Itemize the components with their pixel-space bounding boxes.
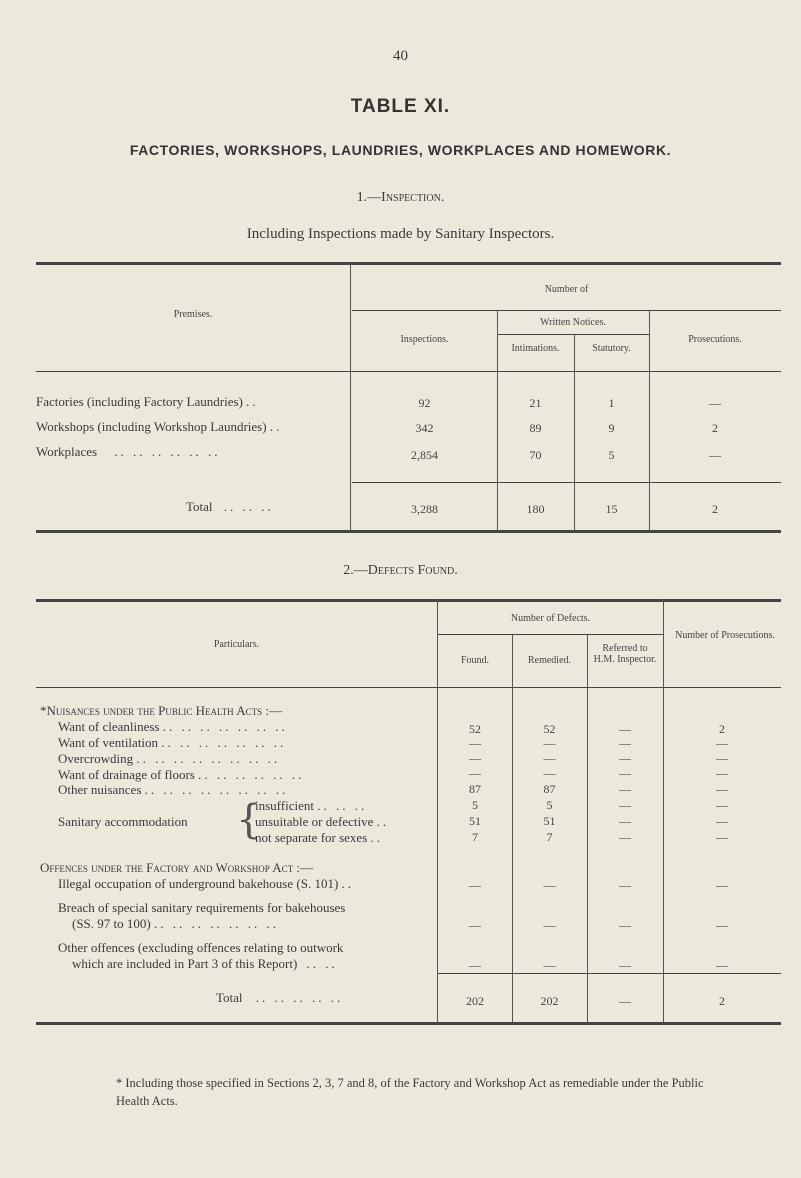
referred-cell: — <box>619 722 631 736</box>
remedied-header: Remedied. <box>527 655 572 666</box>
rule <box>438 973 781 974</box>
referred-header: Referred to H.M. Inspector. <box>593 643 657 665</box>
row-text: which are included in Part 3 of this Report) <box>72 956 298 971</box>
referred-cell: — <box>619 814 631 828</box>
leader-dots: .. .. .. .. .. .. .. .. <box>136 751 281 766</box>
table-row-label <box>36 419 282 435</box>
inspections-cell: 2,854 <box>411 448 438 462</box>
row-text: Overcrowding <box>58 751 134 766</box>
remedied-cell: — <box>543 751 556 765</box>
remedied-total: 202 <box>540 994 559 1008</box>
inspections-header: Inspections. <box>400 334 449 345</box>
table-row-label <box>58 767 304 783</box>
brace-icon: { <box>236 797 262 843</box>
leader-dots: .. <box>370 830 384 845</box>
particulars-header: Particulars. <box>213 639 260 650</box>
referred-cell: — <box>619 878 631 892</box>
table-row-label <box>255 814 389 830</box>
rule <box>438 634 664 635</box>
referred-cell: — <box>619 782 631 796</box>
row-text: Want of cleanliness <box>58 719 160 734</box>
intimations-cell: 70 <box>529 448 542 462</box>
statutory-cell: 1 <box>608 396 615 410</box>
row-text: Total <box>186 499 213 514</box>
leader-dots: .. .. .. <box>317 798 368 813</box>
table-row-label <box>255 798 367 814</box>
found-cell: — <box>469 766 481 780</box>
leader-dots: .. .. .. .. .. .. <box>198 767 305 782</box>
found-cell: — <box>469 736 481 750</box>
remedied-cell: — <box>543 766 556 780</box>
table-row-label <box>255 830 383 846</box>
remedied-cell: 52 <box>543 722 556 736</box>
referred-cell: — <box>619 751 631 765</box>
found-cell: 87 <box>469 782 481 796</box>
row-text: insufficient <box>255 798 314 813</box>
section2-title: 2.—Defects Found. <box>343 563 458 578</box>
rule <box>36 1022 781 1025</box>
prosecutions-cell: — <box>716 878 728 892</box>
referred-cell: — <box>619 766 631 780</box>
prosecutions-cell: 2 <box>712 421 718 435</box>
table-row-label <box>58 735 286 751</box>
rule <box>36 599 781 602</box>
statutory-total: 15 <box>605 502 618 516</box>
leader-dots: .. <box>376 814 390 829</box>
prosecutions-cell: — <box>716 782 728 796</box>
leader-dots: .. <box>246 394 259 409</box>
intimations-header: Intimations. <box>511 343 560 354</box>
remedied-cell: 87 <box>543 782 556 796</box>
prosecutions-cell: — <box>716 918 728 932</box>
prosecutions-cell: — <box>709 396 721 410</box>
intimations-total: 180 <box>526 502 545 516</box>
referred-cell: — <box>619 918 631 932</box>
row-text: Illegal occupation of underground bakehouse (S. 101) <box>58 876 339 891</box>
prosecutions-cell: — <box>716 814 728 828</box>
remedied-cell: — <box>543 918 556 932</box>
number-of-defects-header: Number of Defects. <box>510 613 591 624</box>
group-title: *Nuisances under the Public Health Acts :— <box>40 703 282 718</box>
intimations-cell: 89 <box>529 421 542 435</box>
table-row-label <box>58 782 288 798</box>
found-cell: 52 <box>469 722 481 736</box>
row-text: Total <box>216 990 243 1005</box>
table-row-label <box>58 876 354 892</box>
prosecutions-total: 2 <box>719 994 725 1008</box>
referred-cell: — <box>619 830 631 844</box>
footnote: * Including those specified in Sections 2, 3, 7 and 8, of the Factory and Workshop Act as remediable under the Public Health Acts. <box>116 1076 704 1108</box>
table-row-label <box>72 916 279 932</box>
leader-dots: .. .. .. .. .. .. .. <box>161 735 287 750</box>
rule <box>497 334 649 335</box>
row-text: Workshops (including Workshop Laundries) <box>36 419 267 434</box>
leader-dots: .. .. <box>306 956 338 971</box>
rule <box>350 262 351 530</box>
intimations-cell: 21 <box>529 396 542 410</box>
prosecutions-total: 2 <box>712 502 718 516</box>
row-text: Other nuisances <box>58 782 142 797</box>
leader-dots: .. <box>341 876 355 891</box>
found-cell: 51 <box>469 814 481 828</box>
referred-cell: — <box>619 798 631 812</box>
leader-dots: .. <box>269 419 283 434</box>
prosecutions-cell: — <box>716 751 728 765</box>
remedied-cell: 7 <box>546 830 553 844</box>
referred-total: — <box>619 994 631 1008</box>
prosecutions-cell: — <box>716 958 728 972</box>
remedied-cell: — <box>543 878 556 892</box>
leader-dots: .. .. .. .. .. .. .. .. <box>144 782 289 797</box>
total-row-label <box>216 990 343 1006</box>
written-notices-header: Written Notices. <box>540 317 606 328</box>
row-text: Workplaces <box>36 444 98 459</box>
premises-header: Premises. <box>173 309 213 320</box>
statutory-cell: 9 <box>608 421 615 435</box>
sanitary-label: Sanitary accommodation <box>58 814 188 829</box>
inspections-cell: 342 <box>415 421 434 435</box>
inspections-cell: 92 <box>418 396 431 410</box>
row-text: (SS. 97 to 100) <box>72 916 151 931</box>
prosecutions-cell: 2 <box>719 722 725 736</box>
found-cell: — <box>469 918 481 932</box>
remedied-cell: 51 <box>543 814 556 828</box>
found-cell: 5 <box>472 798 478 812</box>
rule <box>352 310 781 311</box>
leader-dots: .. .. .. .. .. <box>255 990 344 1005</box>
prosecutions-cell: — <box>709 448 721 462</box>
prosecutions-cell: — <box>716 830 728 844</box>
row-text: Factories (including Factory Laundries) <box>36 394 243 409</box>
statutory-cell: 5 <box>608 448 615 462</box>
prosecutions-cell: — <box>716 798 728 812</box>
table-row-label-line1: Breach of special sanitary requirements for bakehouses <box>58 900 346 915</box>
prosecutions-cell: — <box>716 736 728 750</box>
remedied-cell: — <box>543 736 556 750</box>
inspections-total: 3,288 <box>411 502 438 516</box>
table-row-label <box>36 394 259 410</box>
table-row-label <box>72 956 338 972</box>
table-title: TABLE XI. <box>350 96 451 117</box>
found-cell: — <box>469 958 481 972</box>
rule <box>36 371 781 372</box>
table-row-label <box>58 719 288 735</box>
referred-cell: — <box>619 736 631 750</box>
leader-dots: .. .. .. .. .. .. .. <box>153 916 279 931</box>
remedied-cell: 5 <box>546 798 553 812</box>
found-cell: — <box>469 751 481 765</box>
section1-title: 1.—Inspection. <box>356 190 445 205</box>
leader-dots: .. .. .. <box>223 499 274 514</box>
table-row-label-line1: Other offences (excluding offences relating to outwork <box>58 940 344 955</box>
page-number: 40 <box>393 48 408 64</box>
number-of-prosecutions-header: Number of Prosecutions. <box>675 630 775 641</box>
leader-dots: .. .. .. .. .. .. <box>114 444 221 459</box>
remedied-cell: — <box>543 958 556 972</box>
row-text: not separate for sexes <box>255 830 368 845</box>
found-header: Found. <box>460 655 490 666</box>
document-heading: FACTORIES, WORKSHOPS, LAUNDRIES, WORKPLACES AND HOMEWORK. <box>129 142 672 158</box>
statutory-header: Statutory. <box>592 343 631 354</box>
group-title: Offences under the Factory and Workshop Act :— <box>40 860 314 875</box>
referred-cell: — <box>619 958 631 972</box>
row-text: unsuitable or defective <box>255 814 374 829</box>
table-row-label <box>36 444 221 460</box>
rule <box>352 482 781 483</box>
found-cell: — <box>469 878 481 892</box>
rule <box>36 687 781 688</box>
prosecutions-cell: — <box>716 766 728 780</box>
total-row-label <box>186 499 274 515</box>
leader-dots: .. .. .. .. .. .. .. <box>162 719 288 734</box>
row-text: Want of ventilation <box>58 735 159 750</box>
table-row-label <box>58 751 280 767</box>
section1-subtitle: Including Inspections made by Sanitary Inspectors. <box>246 226 555 242</box>
prosecutions-header: Prosecutions. <box>688 334 742 345</box>
found-cell: 7 <box>472 830 478 844</box>
row-text: Want of drainage of floors <box>58 767 195 782</box>
rule <box>36 530 781 533</box>
found-total: 202 <box>466 994 484 1008</box>
number-of-header: Number of <box>544 284 589 295</box>
rule <box>36 262 781 265</box>
